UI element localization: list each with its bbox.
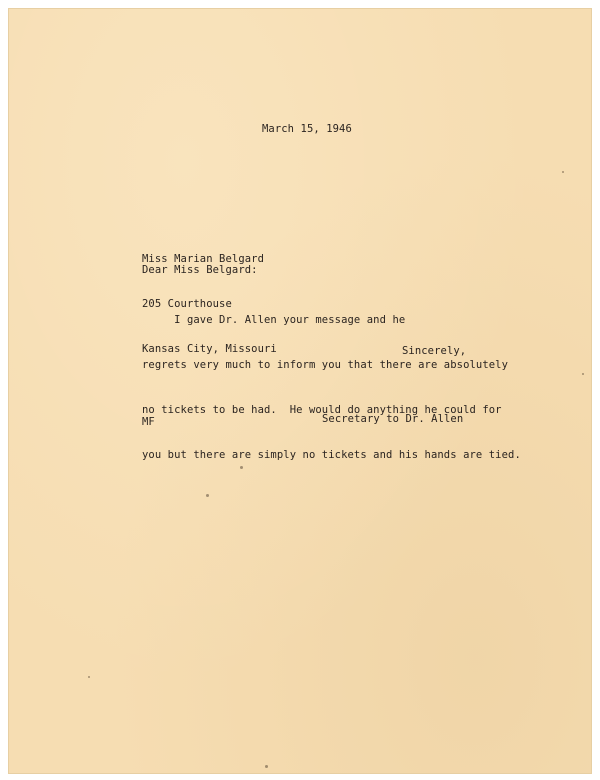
signature-line: Secretary to Dr. Allen (322, 413, 464, 425)
letter-date: March 15, 1946 (262, 123, 352, 135)
paper-speck (582, 373, 584, 375)
body-line: I gave Dr. Allen your message and he (142, 314, 406, 326)
salutation: Dear Miss Belgard: (142, 264, 258, 276)
paper-speck (562, 171, 564, 173)
typist-initials: MF (142, 416, 155, 428)
closing: Sincerely, (402, 345, 467, 357)
recipient-name: Miss Marian Belgard (142, 253, 265, 265)
body-line: regrets very much to inform you that there are absolutely (142, 359, 509, 371)
paper-speck (206, 494, 209, 497)
paper-speck (88, 676, 90, 678)
body-line: no tickets to be had. He would do anything he could for (142, 404, 502, 416)
letter-body (142, 283, 521, 493)
recipient-street: 205 Courthouse (142, 298, 232, 310)
paper-speck (265, 765, 268, 768)
body-line: you but there are simply no tickets and his hands are tied. (142, 449, 521, 461)
paper-speck (240, 466, 243, 469)
recipient-city: Kansas City, Missouri (142, 343, 277, 355)
